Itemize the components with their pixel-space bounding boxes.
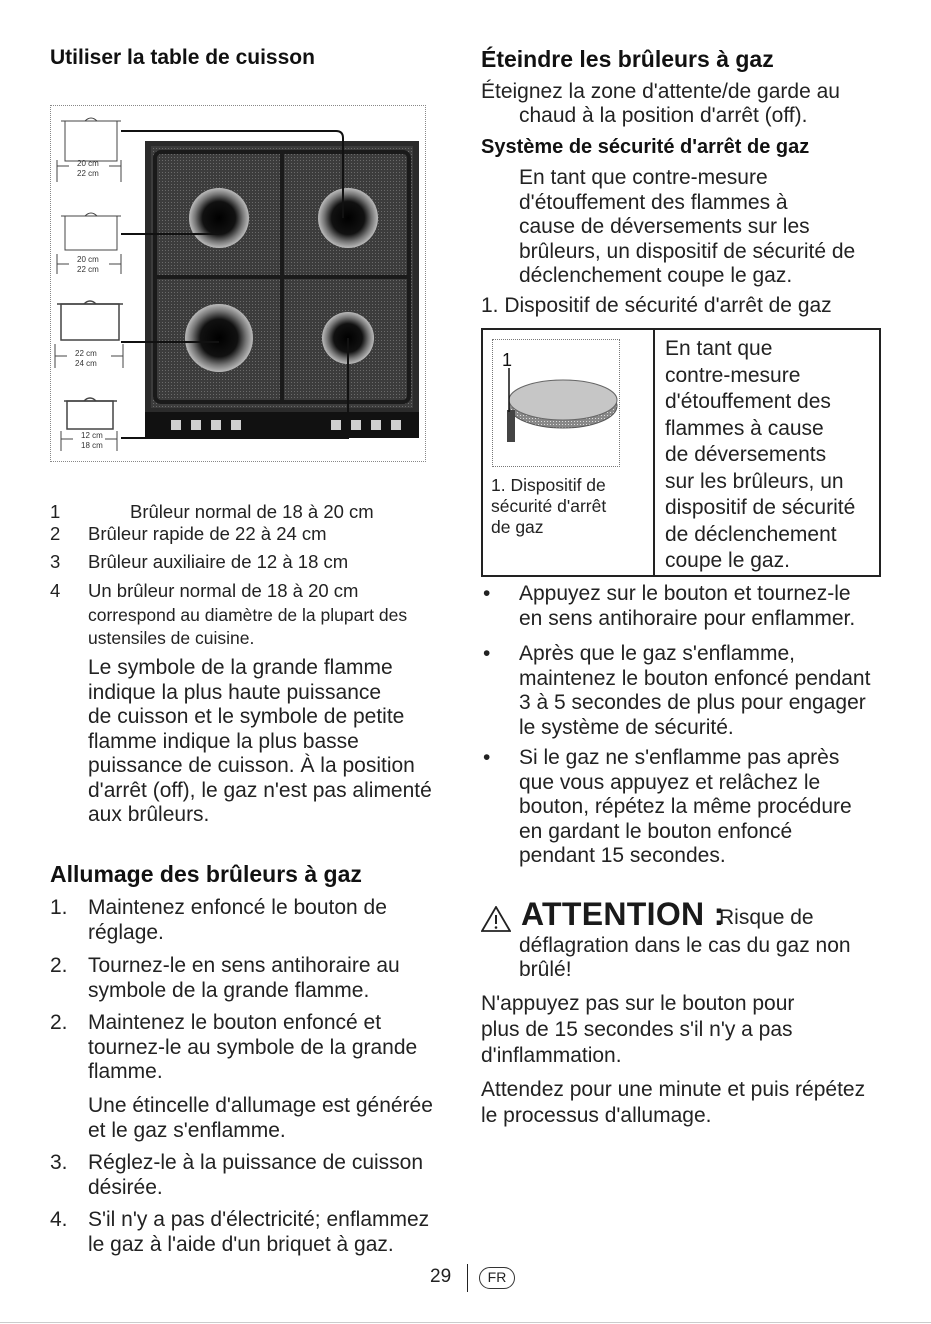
table-line: flammes à cause — [665, 416, 824, 440]
section-heading-eteindre: Éteindre les brûleurs à gaz — [481, 46, 774, 72]
legend-item — [50, 580, 450, 602]
step-line: Tournez-le en sens antihoraire au — [88, 954, 400, 977]
table-divider — [653, 330, 655, 575]
step-line: Maintenez enfoncé le bouton de — [88, 896, 387, 919]
cooktop-illustration — [51, 106, 427, 463]
table-line: coupe le gaz. — [665, 549, 790, 572]
caption-line: 1. Dispositif de — [491, 475, 606, 495]
paragraph-line: puissance de cuisson. À la position — [88, 754, 415, 777]
bullet-line: pendant 15 secondes. — [519, 844, 726, 867]
list-item-dispositif: 1. Dispositif de sécurité d'arrêt de gaz — [481, 294, 832, 317]
section-heading-allumage: Allumage des brûleurs à gaz — [50, 861, 362, 887]
legend-text: Brûleur normal de 18 à 20 cm — [130, 501, 374, 522]
pot-label-bottom: 18 cm — [81, 441, 103, 450]
figure-number: 1 — [502, 350, 513, 370]
step-number: 3. — [50, 1151, 68, 1174]
paragraph-line: déclenchement coupe le gaz. — [519, 264, 793, 287]
attention-line: brûlé! — [519, 958, 572, 981]
paragraph-line: d'inflammation. — [481, 1044, 622, 1067]
paragraph-line: de cuisson et le symbole de petite — [88, 705, 405, 728]
pot-label-bottom: 24 cm — [75, 359, 97, 368]
table-line: contre-mesure — [665, 363, 801, 387]
section-heading-securite: Système de sécurité d'arrêt de gaz — [481, 136, 810, 158]
paragraph-line: flamme indique la plus basse — [88, 729, 359, 753]
language-badge: FR — [479, 1267, 515, 1289]
burner-icon — [189, 188, 249, 248]
legend-number: 3 — [50, 551, 61, 572]
cooktop-figure — [50, 105, 426, 462]
step-line: S'il n'y a pas d'électricité; enflammez — [88, 1208, 430, 1231]
paragraph-line: indique la plus haute puissance — [88, 680, 382, 704]
page-number: 29 — [430, 1266, 452, 1287]
safety-device-illustration — [493, 340, 619, 466]
pot-label-bottom: 22 cm — [77, 169, 99, 178]
warning-paragraph-1 — [481, 991, 794, 1069]
legend-item — [50, 523, 450, 545]
burner-icon — [185, 304, 253, 372]
step-item — [50, 1208, 450, 1265]
paragraph-line: brûleurs, un dispositif de sécurité de — [519, 239, 856, 263]
bullet-line: bouton, répétez la même procédure — [519, 795, 852, 818]
paragraph-line: aux brûleurs. — [88, 803, 210, 826]
bullet-line: Si le gaz ne s'enflamme pas après — [519, 746, 840, 769]
intro-line: Éteignez la zone d'attente/de garde au — [481, 80, 840, 103]
bullet-line: que vous appuyez et relâchez le — [519, 770, 821, 794]
bullet-dot: • — [483, 582, 491, 605]
paragraph-line: plus de 15 secondes s'il n'y a pas — [481, 1018, 793, 1041]
table-line: de déversements — [665, 443, 827, 466]
steps-list — [50, 896, 450, 1265]
step-item — [50, 954, 450, 1011]
step-line: Réglez-le à la puissance de cuisson — [88, 1151, 424, 1174]
table-line: sur les brûleurs, un — [665, 469, 844, 493]
legend-continuation: correspond au diamètre de la plupart des — [88, 605, 408, 625]
safety-device-figure — [492, 339, 620, 467]
step-line: le gaz à l'aide d'un briquet à gaz. — [88, 1232, 394, 1256]
step-line: Une étincelle d'allumage est générée — [88, 1094, 433, 1117]
caption-line: de gaz — [491, 517, 544, 537]
legend-text: Brûleur auxiliaire de 12 à 18 cm — [88, 551, 349, 572]
intro-line: chaud à la position d'arrêt (off). — [519, 104, 808, 127]
pot-icon-4 — [64, 398, 117, 429]
step-line: flamme. — [88, 1060, 163, 1083]
step-line: et le gaz s'enflamme. — [88, 1118, 286, 1142]
table-line: de déclenchement — [665, 522, 837, 546]
legend-continuation: ustensiles de cuisine. — [88, 628, 255, 648]
paragraph-line: En tant que contre-mesure — [519, 166, 768, 189]
table-line: d'étouffement des — [665, 390, 831, 413]
pot-label-top: 12 cm — [81, 431, 103, 440]
pot-label-top: 22 cm — [75, 349, 97, 358]
legend-number: 1 — [50, 501, 61, 522]
paragraph-line: le processus d'allumage. — [481, 1104, 712, 1127]
legend-item — [50, 501, 450, 523]
attention-rest: Risque de — [719, 906, 814, 929]
pot-label-bottom: 22 cm — [77, 265, 99, 274]
bullet-line: en gardant le bouton enfoncé — [519, 819, 793, 843]
paragraph-line: d'étouffement des flammes à — [519, 190, 788, 214]
paragraph-line: cause de déversements sur les — [519, 215, 810, 238]
bullet-line: le système de sécurité. — [519, 715, 734, 739]
caption-line: sécurité d'arrêt — [491, 496, 607, 516]
table-line: En tant que — [665, 337, 773, 360]
attention-line: déflagration dans le cas du gaz non — [519, 934, 851, 957]
bullet-line: Appuyez sur le bouton et tournez-le — [519, 582, 851, 605]
page-bottom-rule — [0, 1322, 931, 1323]
step-line: Maintenez le bouton enfoncé et — [88, 1011, 382, 1034]
pot-icon-2 — [61, 213, 121, 250]
paragraph-line: Le symbole de la grande flamme — [88, 656, 393, 679]
step-number: 2. — [50, 1011, 68, 1034]
bullet-line: en sens antihoraire pour enflammer. — [519, 606, 856, 630]
paragraph-line: N'appuyez pas sur le bouton pour — [481, 992, 795, 1015]
bullet-line: maintenez le bouton enfoncé pendant — [519, 666, 871, 690]
legend-number: 4 — [50, 580, 61, 601]
bullet-dot: • — [483, 642, 491, 665]
step-item — [50, 1011, 450, 1094]
burner-icon — [318, 188, 378, 248]
step-item — [50, 1094, 450, 1151]
paragraph-line: Attendez pour une minute et puis répétez — [481, 1078, 866, 1101]
step-item — [50, 896, 450, 954]
warning-triangle-icon — [481, 906, 511, 932]
legend-text: Un brûleur normal de 18 à 20 cm — [88, 580, 359, 601]
pot-label-top: 20 cm — [77, 255, 99, 264]
attention-title: ATTENTION : — [521, 896, 725, 932]
cooktop-body — [145, 141, 419, 438]
step-item — [50, 1151, 450, 1208]
symbol-paragraph — [88, 656, 432, 828]
legend-item — [50, 551, 450, 573]
pot-icon-1 — [61, 118, 121, 161]
bullet-line: 3 à 5 secondes de plus pour engager — [519, 691, 866, 714]
step-line: désirée. — [88, 1175, 163, 1199]
step-line: réglage. — [88, 920, 164, 944]
bullet-line: Après que le gaz s'enflamme, — [519, 642, 795, 665]
bullet-item — [481, 642, 901, 746]
paragraph-line: d'arrêt (off), le gaz n'est pas alimenté — [88, 778, 432, 802]
footer-separator — [467, 1264, 468, 1292]
warning-paragraph-2 — [481, 1077, 865, 1129]
pot-label-top: 20 cm — [77, 159, 99, 168]
section-heading-utiliser: Utiliser la table de cuisson — [50, 46, 315, 69]
legend-number: 2 — [50, 523, 61, 544]
step-number: 1. — [50, 896, 68, 919]
step-line: symbole de la grande flamme. — [88, 978, 370, 1002]
bullet-dot: • — [483, 746, 491, 769]
bullet-item — [481, 582, 901, 642]
step-number: 4. — [50, 1208, 68, 1231]
figure-caption — [491, 475, 606, 538]
pot-icon-3 — [57, 301, 123, 340]
bullet-list — [481, 582, 901, 876]
bullet-item — [481, 746, 901, 876]
table-text — [665, 336, 855, 575]
safety-paragraph — [519, 166, 855, 289]
step-number: 2. — [50, 954, 68, 977]
step-line: tournez-le au symbole de la grande — [88, 1035, 418, 1059]
legend-text: Brûleur rapide de 22 à 24 cm — [88, 523, 327, 544]
table-line: dispositif de sécurité — [665, 496, 856, 519]
